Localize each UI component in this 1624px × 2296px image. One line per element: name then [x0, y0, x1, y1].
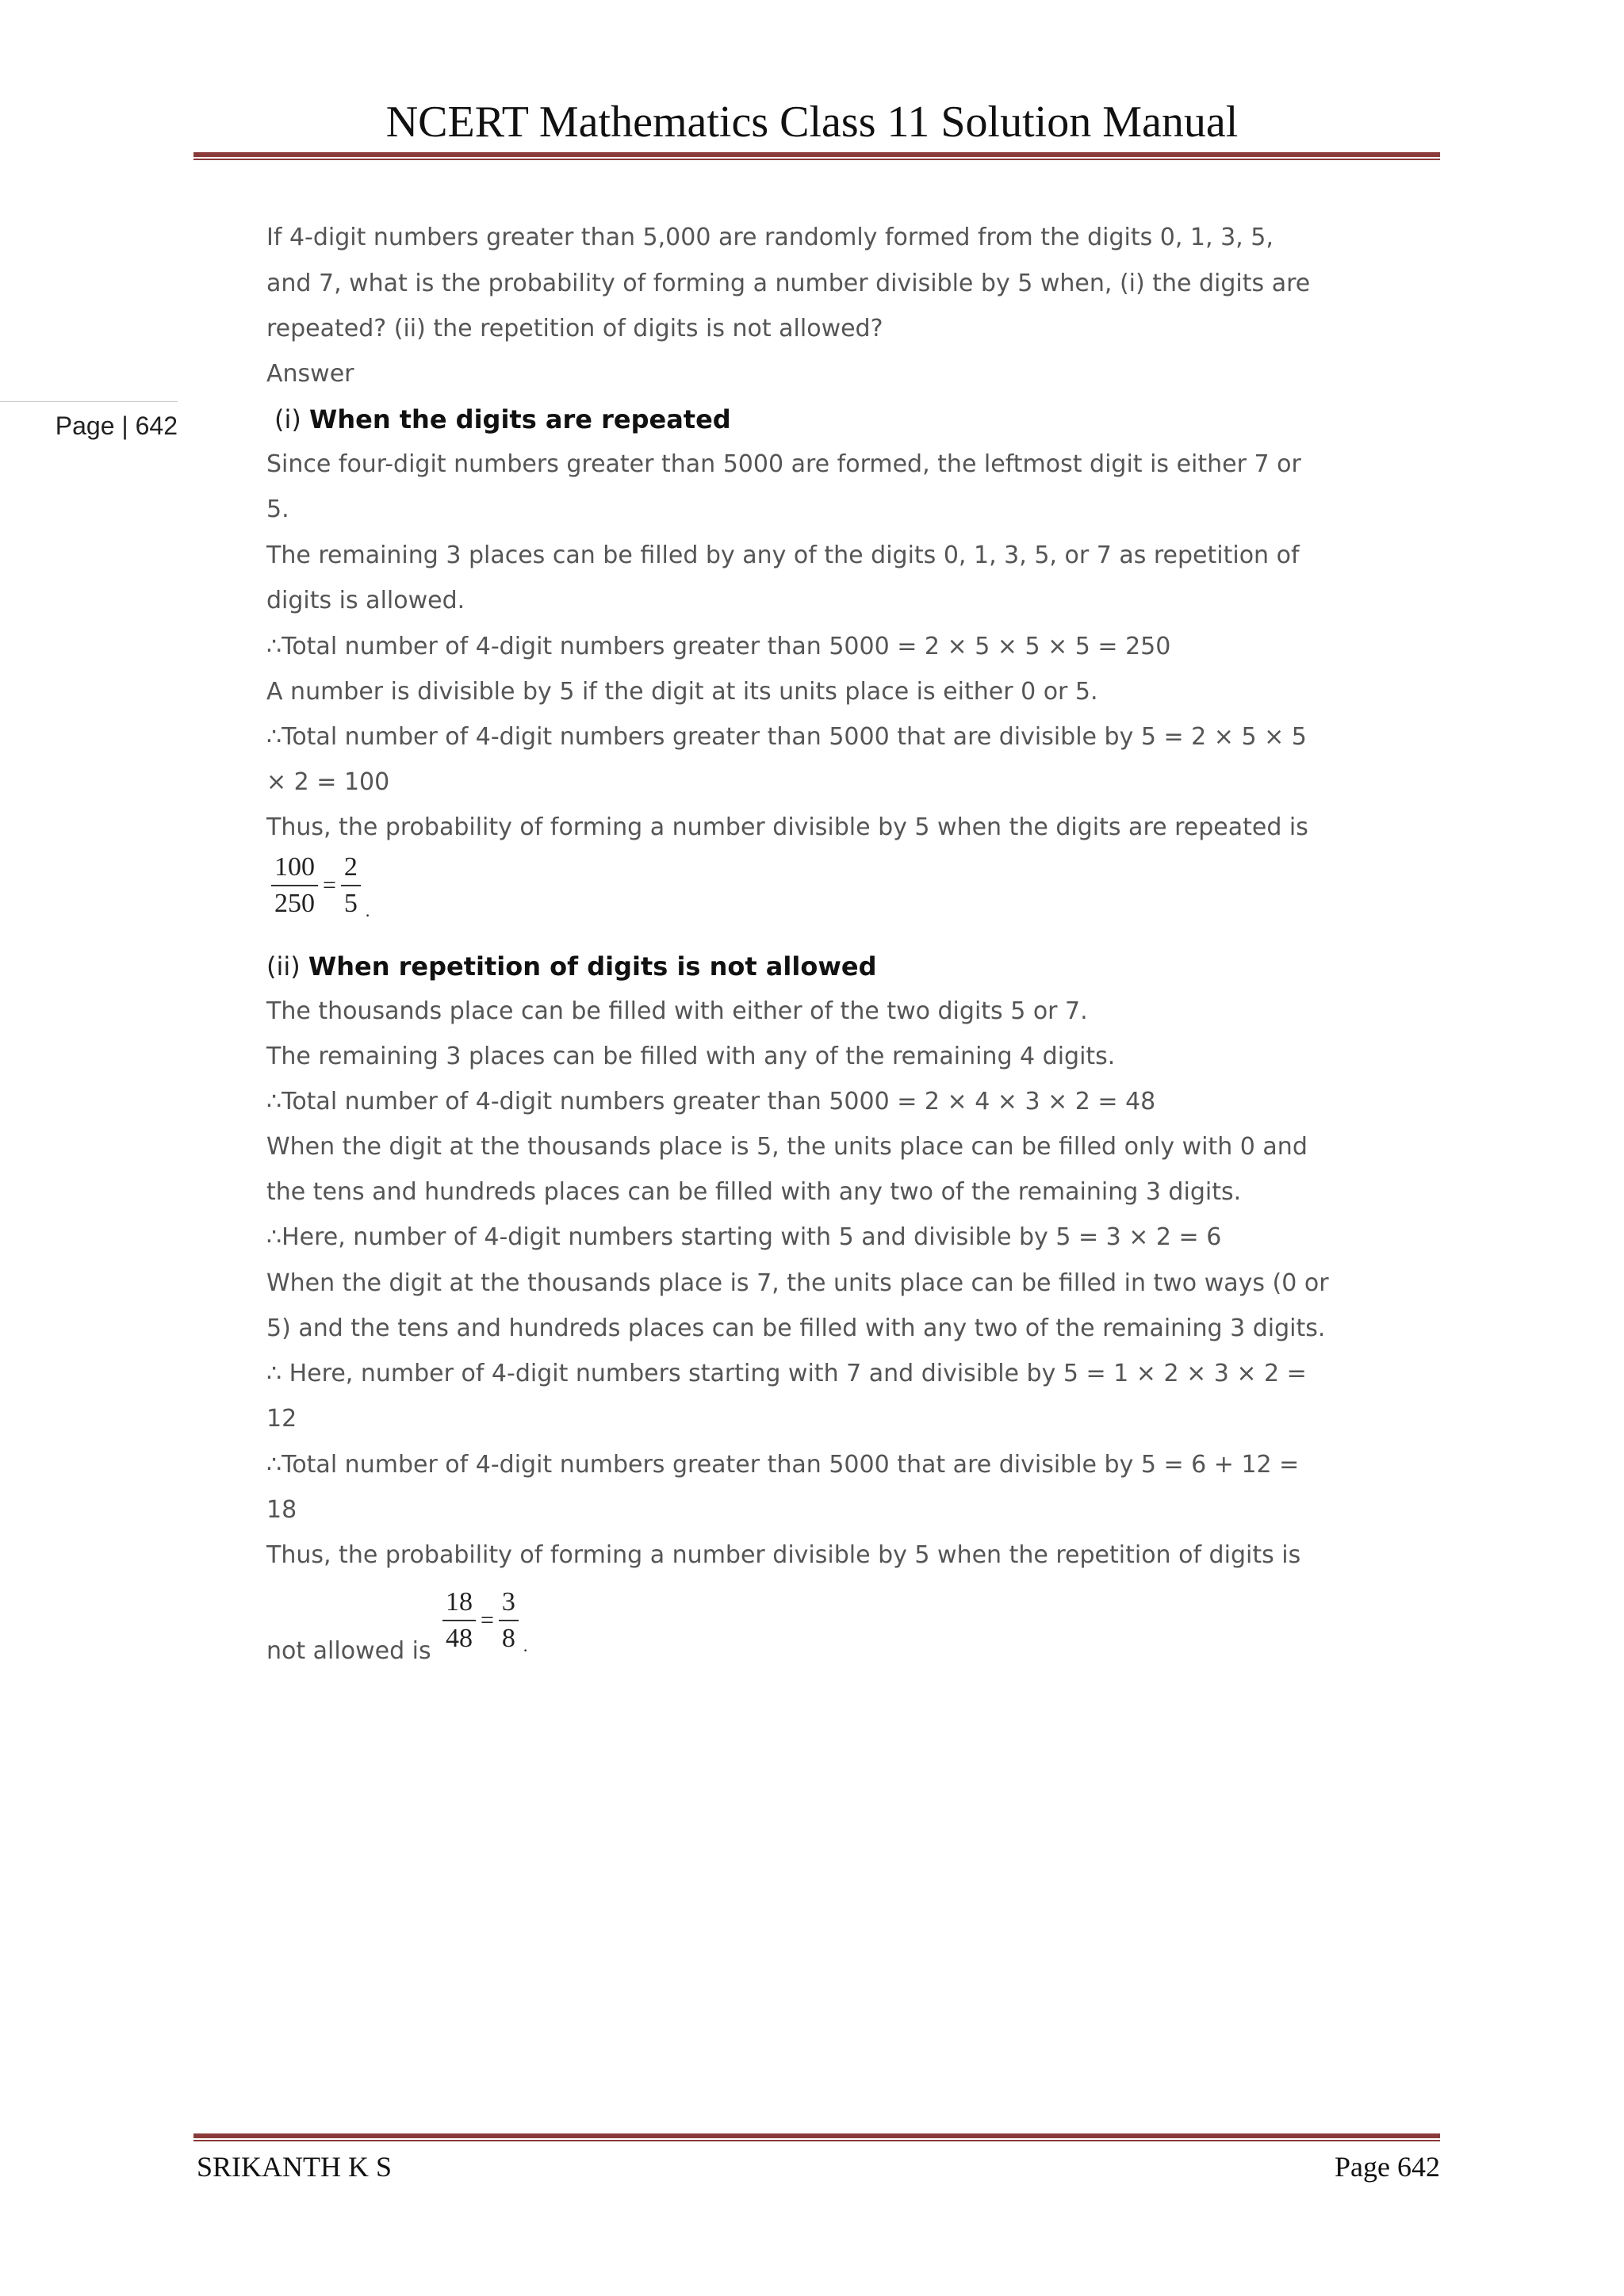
part2-line: ∴Here, number of 4-digit numbers starting with 5 and divisible by 5 = 3 × 2 = 6 — [266, 1223, 1222, 1251]
part2-line: 18 — [266, 1496, 297, 1524]
part1-heading — [274, 404, 731, 434]
answer-label: Answer — [266, 360, 354, 388]
fraction-numerator: 100 — [271, 850, 318, 886]
page-header-title: NCERT Mathematics Class 11 Solution Manual — [385, 98, 1239, 147]
fraction-numerator: 18 — [442, 1585, 476, 1621]
part1-probability-fraction — [271, 850, 374, 921]
side-page-number: Page | 642 — [0, 401, 178, 441]
fraction-numerator: 2 — [341, 850, 361, 886]
part2-line: 5) and the tens and hundreds places can be filled with any two of the remaining 3 digits. — [266, 1314, 1326, 1342]
part2-line: Thus, the probability of forming a number divisible by 5 when the repetition of digits is — [266, 1541, 1301, 1569]
part1-line: The remaining 3 places can be filled by any of the digits 0, 1, 3, 5, or 7 as repetition of — [266, 541, 1300, 569]
question-line: If 4-digit numbers greater than 5,000 are randomly formed from the digits 0, 1, 3, 5, — [266, 224, 1274, 251]
fraction-equals: = — [481, 1607, 494, 1633]
part2-final-prefix: not allowed is — [266, 1637, 431, 1665]
part2-line: ∴Total number of 4-digit numbers greater than 5000 = 2 × 4 × 3 × 2 = 48 — [266, 1088, 1156, 1115]
fraction-period: . — [523, 1636, 528, 1655]
part2-prefix: (ii) — [266, 951, 308, 982]
part1-line: ∴Total number of 4-digit numbers greater than 5000 = 2 × 5 × 5 × 5 = 250 — [266, 633, 1171, 660]
question-line: repeated? (ii) the repetition of digits is not allowed? — [266, 315, 883, 342]
part2-line: When the digit at the thousands place is 5, the units place can be filled only with 0 and — [266, 1133, 1308, 1161]
fraction-period: . — [365, 901, 370, 920]
part1-line: Since four-digit numbers greater than 5000 are formed, the leftmost digit is either 7 or — [266, 450, 1301, 478]
part2-heading-text: When repetition of digits is not allowed — [308, 951, 877, 982]
fraction-equals: = — [323, 872, 336, 898]
header-rule-thin — [193, 159, 1440, 160]
fraction-denominator: 250 — [274, 889, 315, 918]
part1-line: × 2 = 100 — [266, 768, 390, 796]
fraction-numerator: 3 — [499, 1585, 519, 1621]
part2-line: The remaining 3 places can be filled with any of the remaining 4 digits. — [266, 1043, 1116, 1070]
part2-line: ∴ Here, number of 4-digit numbers starting with 7 and divisible by 5 = 1 × 2 × 3 × 2 = — [266, 1360, 1307, 1387]
footer-rule — [193, 2133, 1440, 2138]
part1-line: 5. — [266, 496, 289, 523]
question-line: and 7, what is the probability of forming a number divisible by 5 when, (i) the digits are — [266, 270, 1311, 297]
part2-line: the tens and hundreds places can be filled with any two of the remaining 3 digits. — [266, 1178, 1242, 1206]
part2-heading — [266, 951, 876, 982]
footer-rule-thin — [193, 2140, 1440, 2141]
footer-author: SRIKANTH K S — [197, 2151, 393, 2183]
part1-line: Thus, the probability of forming a number divisible by 5 when the digits are repeated is — [266, 813, 1308, 841]
part1-prefix: (i) — [274, 404, 310, 434]
fraction-denominator: 48 — [446, 1624, 473, 1653]
part2-line: 12 — [266, 1405, 297, 1433]
part1-line: A number is divisible by 5 if the digit at its units place is either 0 or 5. — [266, 678, 1098, 706]
fraction-denominator: 5 — [343, 889, 358, 918]
part1-heading-text: When the digits are repeated — [309, 404, 731, 434]
part2-line: ∴Total number of 4-digit numbers greater than 5000 that are divisible by 5 = 6 + 12 = — [266, 1451, 1300, 1479]
part1-line: ∴Total number of 4-digit numbers greater than 5000 that are divisible by 5 = 2 × 5 × 5 — [266, 723, 1307, 751]
part2-line: When the digit at the thousands place is 7, the units place can be filled in two ways (0 or — [266, 1269, 1329, 1297]
header-rule — [193, 152, 1440, 157]
footer-page-number: Page 642 — [1335, 2151, 1440, 2183]
part2-probability-fraction — [442, 1585, 532, 1656]
part1-line: digits is allowed. — [266, 587, 465, 614]
fraction-denominator: 8 — [501, 1624, 515, 1653]
part2-line: The thousands place can be filled with either of the two digits 5 or 7. — [266, 997, 1088, 1025]
